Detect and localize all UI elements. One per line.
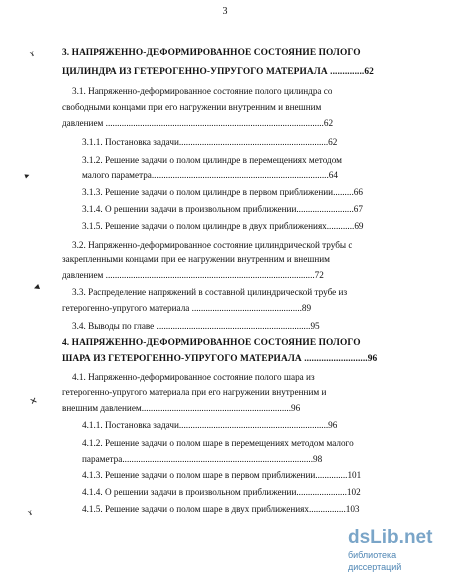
toc-entry-3-1-cont: свободными концами при его нагружении внутренним и внешним	[62, 102, 322, 112]
watermark-subtitle: библиотека диссертаций	[348, 550, 402, 572]
toc-entry-4-1-4: 4.1.4. О решении задачи в произвольном приближении......................102	[82, 487, 361, 497]
toc-entry-3-1-2: 3.1.2. Решение задачи о полом цилиндре в перемещениях методом	[82, 155, 342, 165]
toc-entry-4-1-cont: гетерогенно-упругого материала при его нагружении внутренним и	[62, 387, 327, 397]
toc-entry-3-1-2-cont: малого параметра.............................................................................64	[82, 170, 338, 180]
toc-entry-4-1-5: 4.1.5. Решение задачи о полом шаре в двух приближениях................103	[82, 504, 360, 514]
toc-entry-4-1-3: 4.1.3. Решение задачи о полом шаре в первом приближении..............101	[82, 470, 362, 480]
toc-entry-3-3: 3.3. Распределение напряжений в составной цилиндрической трубе из	[72, 287, 348, 297]
toc-chapter-3-title: 3. НАПРЯЖЕННО-ДЕФОРМИРОВАННОЕ СОСТОЯНИЕ ПОЛОГО	[62, 48, 361, 58]
toc-entry-4-1-2: 4.1.2. Решение задачи о полом шаре в перемещениях методом малого	[82, 438, 354, 448]
margin-mark: ✕	[28, 395, 39, 408]
toc-entry-4-1-cont: внешним давлением.................................................................96	[62, 403, 301, 413]
toc-chapter-3-title-cont: ЦИЛИНДРА ИЗ ГЕТЕРОГЕННО-УПРУГОГО МАТЕРИАЛА ..............62	[62, 67, 374, 77]
toc-entry-3-1-1: 3.1.1. Постановка задачи.................................................................62	[82, 137, 338, 147]
toc-entry-3-1-5: 3.1.5. Решение задачи о полом цилиндре в двух приближениях............69	[82, 221, 364, 231]
toc-entry-3-2-cont: давлением ...........................................................................................72	[62, 270, 324, 280]
toc-entry-3-1: 3.1. Напряженно-деформированное состояние полого цилиндра со	[72, 86, 333, 96]
toc-chapter-4-title-cont: ШАРА ИЗ ГЕТЕРОГЕННО-УПРУГОГО МАТЕРИАЛА ..........................96	[62, 354, 378, 364]
margin-mark: ɤ	[26, 506, 34, 518]
toc-entry-3-1-cont: давлением ...............................................................................................62	[62, 118, 334, 128]
margin-mark: ◄	[30, 280, 43, 294]
watermark-logo: dsLib.net	[348, 527, 433, 548]
toc-entry-4-1-2-cont: параметра...................................................................................98	[82, 454, 323, 464]
toc-entry-3-4: 3.4. Выводы по главе ...................................................................95	[72, 321, 320, 331]
page-number: 3	[222, 6, 228, 17]
toc-chapter-4-title: 4. НАПРЯЖЕННО-ДЕФОРМИРОВАННОЕ СОСТОЯНИЕ ПОЛОГО	[62, 338, 361, 348]
toc-entry-3-2-cont: закрепленными концами при ее нагружении внутренним и внешним	[62, 254, 330, 264]
margin-mark: ɤ	[28, 47, 36, 59]
toc-entry-4-1-1: 4.1.1. Постановка задачи.................................................................96	[82, 420, 338, 430]
toc-entry-3-1-4: 3.1.4. О решении задачи в произвольном приближении.........................67	[82, 204, 363, 214]
toc-entry-3-1-3: 3.1.3. Решение задачи о полом цилиндре в первом приближении.........66	[82, 187, 363, 197]
margin-mark: ▸	[23, 169, 31, 181]
dslib-watermark	[348, 528, 448, 573]
toc-entry-3-3-cont: гетерогенно-упругого материала ................................................89	[62, 303, 312, 313]
toc-entry-4-1: 4.1. Напряженно-деформированное состояние полого шара из	[72, 372, 315, 382]
toc-entry-3-2: 3.2. Напряженно-деформированное состояние цилиндрической трубы с	[72, 240, 353, 250]
